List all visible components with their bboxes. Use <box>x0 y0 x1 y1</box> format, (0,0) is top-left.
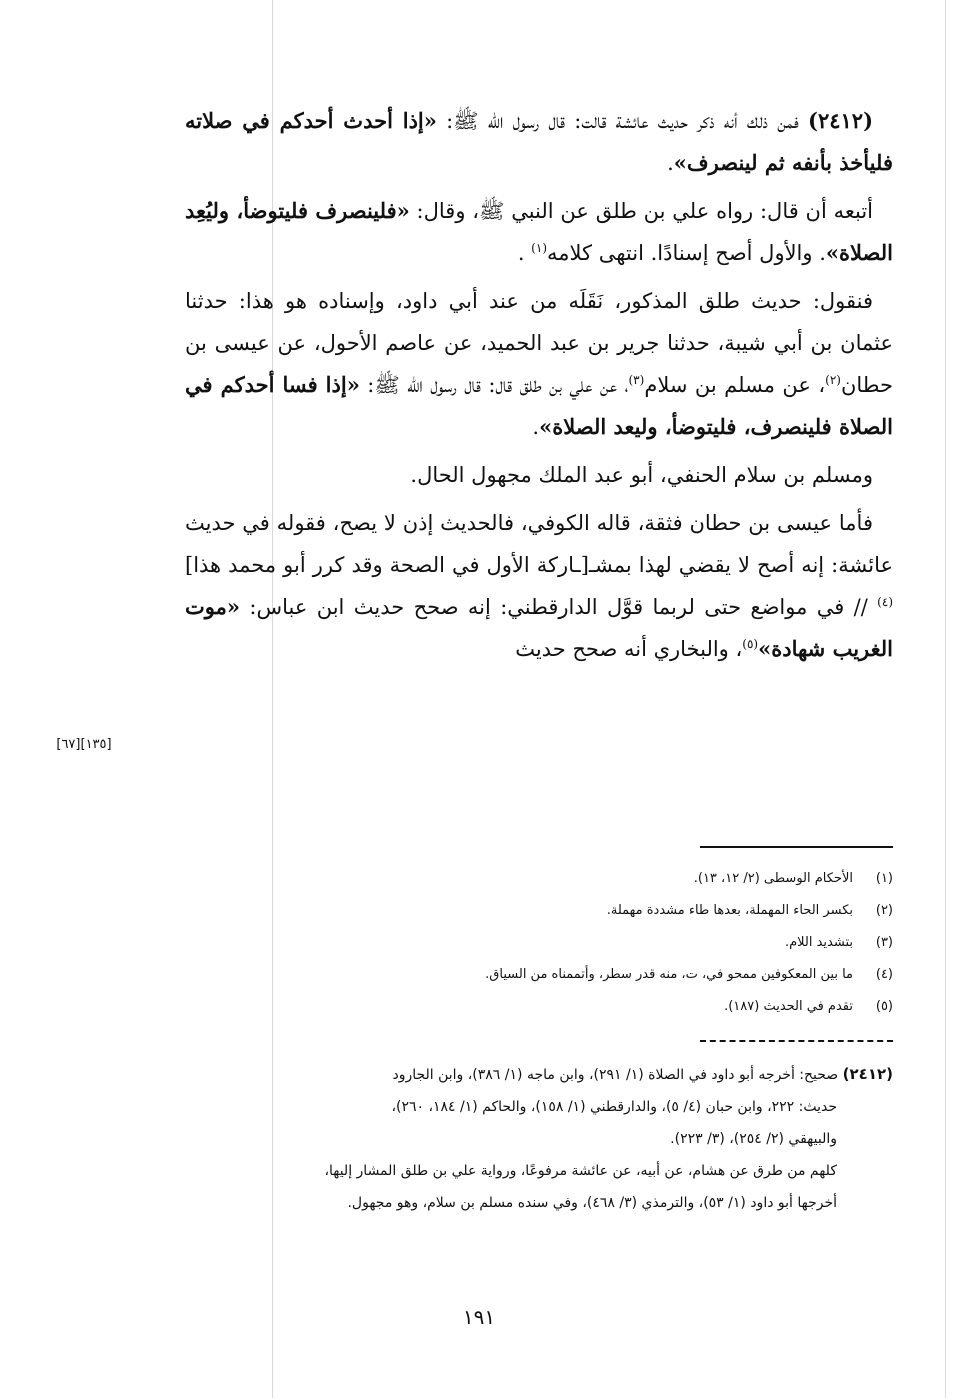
footnote-ref: (٢) <box>825 373 841 387</box>
paragraph: ومسلم بن سلام الحنفي، أبو عبد الملك مجهول الحال. <box>410 463 873 487</box>
footnote: (٥) تقدم في الحديث (١٨٧). <box>724 998 893 1014</box>
hadith-quote: «فلينصرف فليتوضأ، وليُعِد الصلاة» <box>185 198 893 265</box>
hadith-quote: «موت الغريب شهادة» <box>185 594 893 661</box>
footnote: (٣) بتشديد اللام. <box>784 934 893 950</box>
takhrij-number: (٢٤١٢) <box>842 1065 893 1083</box>
footnote-ref: (١) <box>531 241 547 255</box>
paragraph: (٢٤١٢) فمن ذلك أنه ذكر حديث عائشة قالت: قال رسول الله ﷺ: «إذا أحدث أحدكم في صلاته فليأخذ بأنفه ثم لينصرف». <box>185 108 893 175</box>
footnote-ref: (٤) <box>877 595 893 609</box>
hadith-quote: «إذا فسا أحدكم في الصلاة فلينصرف، فليتوضأ، وليعد الصلاة» <box>185 372 893 439</box>
paragraph: فأما عيسى بن حطان فثقة، قاله الكوفي، فالحديث إذن لا يصح، فقوله في حديث عائشة: إنه أصح لا يقضي لهذا بمشـ[ـاركة الأول في الصحة وقد كرر أبو محمد هذا]$^{(٤)}$ // في مواضع حتى لربما قوَّل الدارقطني: إنه صحح حديث ابن عباس: «موت الغريب شهادة»$^{(٥)}$، والبخاري أنه صحح حديث <box>185 511 893 661</box>
takhrij-separator <box>700 1040 893 1042</box>
footnote-ref: (٥) <box>742 637 759 651</box>
takhrij-line: والبيهقي (٢/ ٢٥٤)، (٣/ ٢٢٣). <box>670 1131 837 1147</box>
footnote: (١) الأحكام الوسطى (٢/ ١٢، ١٣). <box>693 870 893 886</box>
paragraph: أتبعه أن قال: رواه علي بن طلق عن النبي ﷺ، وقال: «فلينصرف فليتوضأ، وليُعِد الصلاة». والأول أصح إسنادًا. انتهى كلامه$^{(١)}$ . <box>185 198 893 265</box>
page-fold-line <box>945 0 946 1398</box>
page-number: ١٩١ <box>462 1305 496 1329</box>
takhrij-line: كلهم من طرق عن هشام، عن أبيه، عن عائشة مرفوعًا، ورواية علي بن طلق المشار إليها، <box>324 1163 837 1179</box>
footnote: (٢) بكسر الحاء المهملة، بعدها طاء مشددة مهملة. <box>606 902 893 918</box>
margin-reference: [١٣٥][٦٧] <box>56 737 112 752</box>
main-text <box>185 100 893 676</box>
takhrij-line: حديث: ٢٢٢، وابن حبان (٤/ ٥)، والدارقطني (١/ ١٥٨)، والحاكم (١/ ١٨٤، ٢٦٠)، <box>391 1099 837 1115</box>
footnote-ref: (٣) <box>628 373 645 387</box>
takhrij-section <box>185 1058 893 1219</box>
footnote: (٤) ما بين المعكوفين ممحو في، ت، منه قدر سطر، وأتممناه من السياق. <box>485 966 893 982</box>
footnotes <box>185 862 893 1022</box>
footnote-separator <box>700 846 893 848</box>
paragraph: فنقول: حديث طلق المذكور، نَقَلَه من عند أبي داود، وإسناده هو هذا: حدثنا عثمان بن أبي شيبة، حدثنا جرير بن عبد الحميد، عن عاصم الأحول، عن عيسى بن حطان$^{(٢)}$، عن مسلم بن سلام$^{(٣)}$، عن علي بن طلق قال: قال رسول الله ﷺ: «إذا فسا أحدكم في الصلاة فلينصرف، فليتوضأ، وليعد الصلاة». <box>185 289 893 439</box>
hadith-quote: «إذا أحدث أحدكم في صلاته فليأخذ بأنفه ثم لينصرف» <box>185 108 893 175</box>
hadith-number: (٢٤١٢) <box>808 108 873 133</box>
takhrij-line: (٢٤١٢) صحيح: أخرجه أبو داود في الصلاة (١/ ٢٩١)، وابن ماجه (١/ ٣٨٦)، وابن الجارود <box>392 1065 893 1083</box>
takhrij-line: أخرجها أبو داود (١/ ٥٣)، والترمذي (٣/ ٤٦٨)، وفي سنده مسلم بن سلام، وهو مجهول. <box>347 1195 837 1211</box>
